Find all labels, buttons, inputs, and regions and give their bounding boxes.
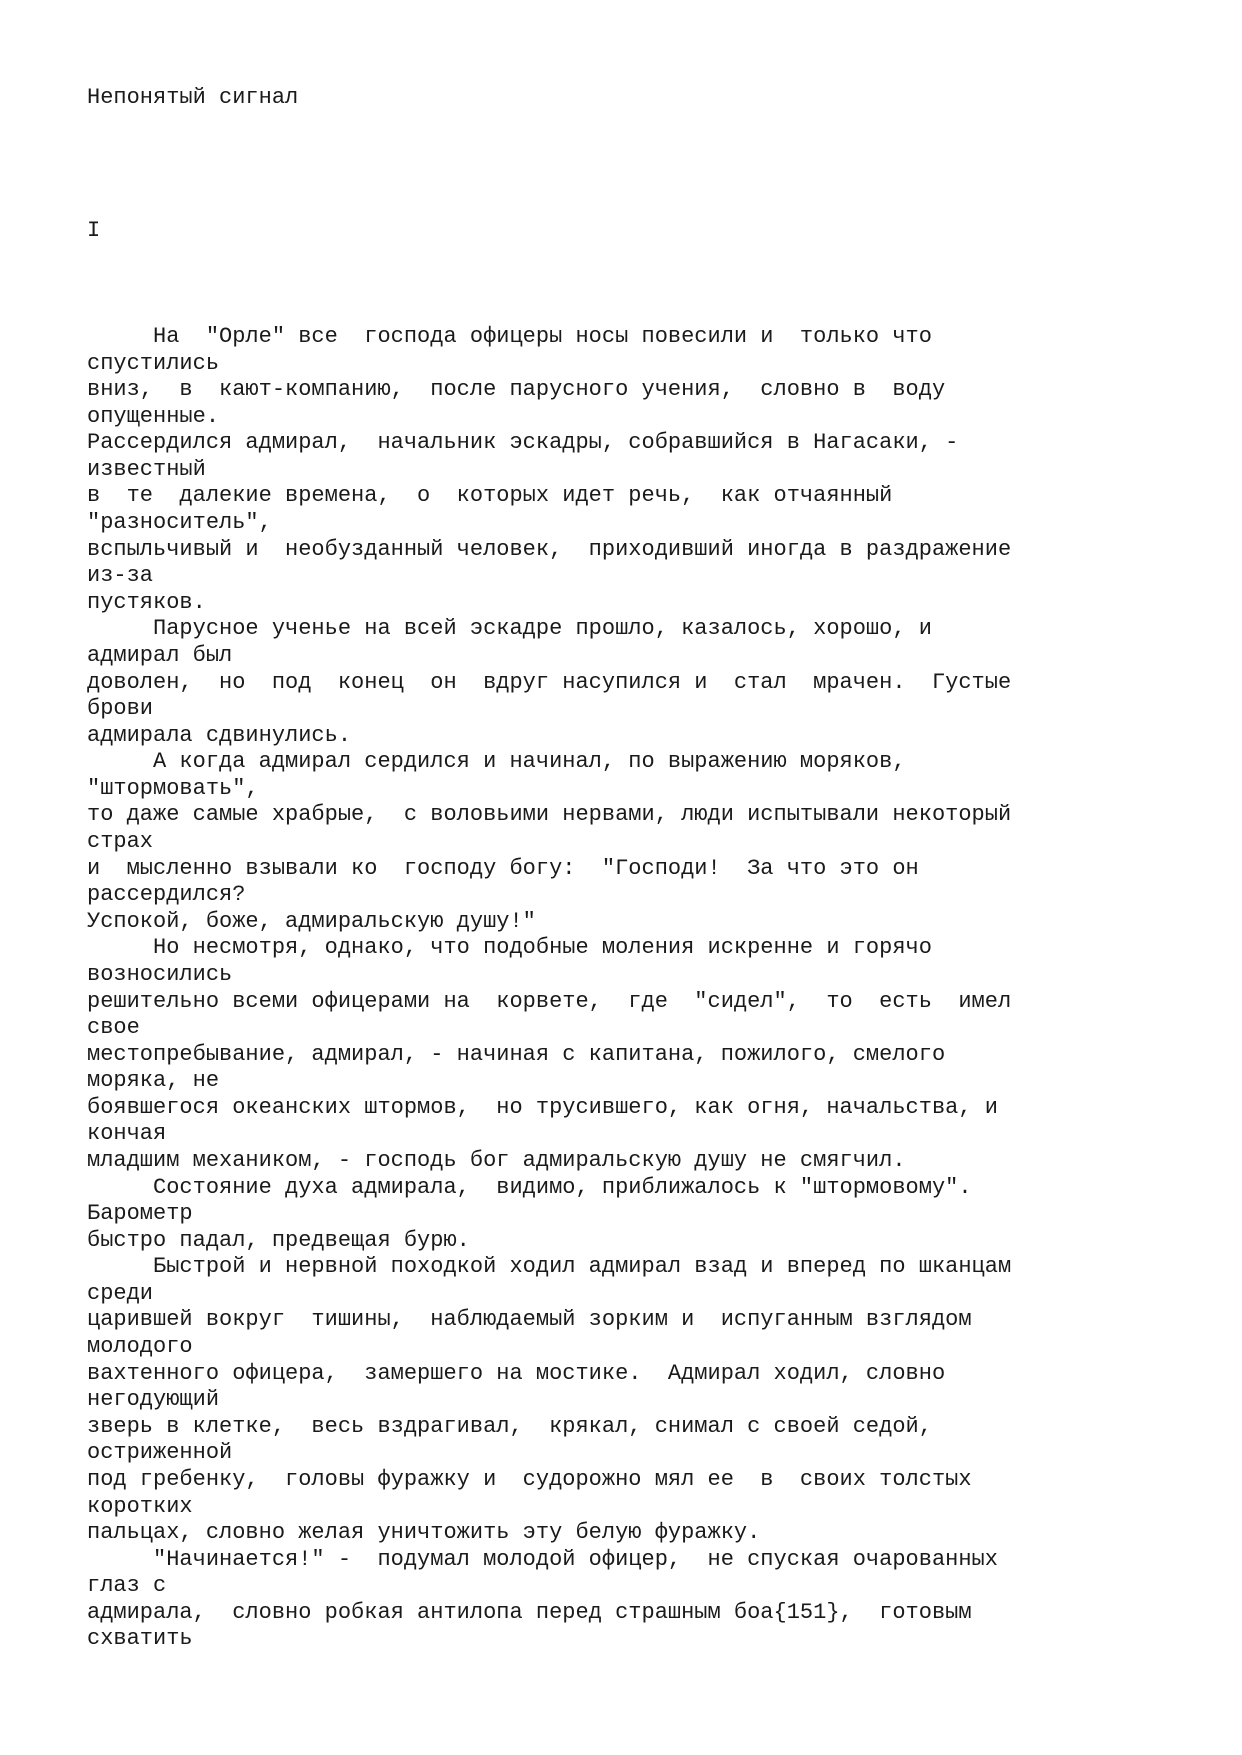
- text-line: решительно всеми офицерами на корвете, где "сидел", то есть имел: [87, 989, 1012, 1014]
- text-line: адмирала, словно робкая антилопа перед страшным боа{151}, готовым: [87, 1600, 972, 1625]
- text-line: боявшегося океанских штормов, но трусившего, как огня, начальства, и: [87, 1095, 998, 1120]
- text-line: молодого: [87, 1334, 193, 1359]
- text-line: Но несмотря, однако, что подобные моления искренне и горячо: [87, 935, 932, 960]
- text-line: то даже самые храбрые, с воловьими нервами, люди испытывали некоторый: [87, 802, 1012, 827]
- text-line: Барометр: [87, 1201, 193, 1226]
- text-line: Состояние духа адмирала, видимо, приближалось к "штормовому".: [87, 1175, 972, 1200]
- text-line: кончая: [87, 1121, 167, 1146]
- text-line: зверь в клетке, весь вздрагивал, крякал, снимал с своей седой,: [87, 1414, 932, 1439]
- text-line: "разноситель",: [87, 510, 272, 535]
- text-line: "штормовать",: [87, 776, 259, 801]
- text-line: А когда адмирал сердился и начинал, по выражению моряков,: [87, 749, 906, 774]
- text-line: "Начинается!" - подумал молодой офицер, не спуская очарованных: [87, 1547, 998, 1572]
- text-line: вниз, в кают-компанию, после парусного учения, словно в воду: [87, 377, 946, 402]
- text-line: быстро падал, предвещая бурю.: [87, 1228, 470, 1253]
- text-line: опущенные.: [87, 404, 220, 429]
- text-line: коротких: [87, 1494, 193, 1519]
- text-line: негодующий: [87, 1387, 220, 1412]
- text-line: адмирала сдвинулись.: [87, 723, 352, 748]
- text-line: страх: [87, 829, 154, 854]
- text-line: Быстрой и нервной походкой ходил адмирал взад и вперед по шканцам: [87, 1254, 1012, 1279]
- text-line: в те далекие времена, о которых идет речь, как отчаянный: [87, 483, 893, 508]
- text-line: пустяков.: [87, 590, 206, 615]
- text-line: и мысленно взывали ко господу богу: "Господи! За что это он: [87, 856, 919, 881]
- text-line: Успокой, боже, адмиральскую душу!": [87, 909, 536, 934]
- text-line: вспыльчивый и необузданный человек, приходивший иногда в раздражение: [87, 537, 1012, 562]
- text-line: доволен, но под конец он вдруг насупился и стал мрачен. Густые: [87, 670, 1012, 695]
- text-line: остриженной: [87, 1440, 233, 1465]
- chapter-heading: I: [87, 218, 101, 243]
- text-line: адмирал был: [87, 643, 233, 668]
- text-line: свое: [87, 1015, 140, 1040]
- text-line: из-за: [87, 563, 154, 588]
- text-line: спустились: [87, 351, 220, 376]
- text-line: рассердился?: [87, 882, 246, 907]
- text-line: местопребывание, адмирал, - начиная с капитана, пожилого, смелого: [87, 1042, 946, 1067]
- document-title: Непонятый сигнал: [87, 85, 299, 110]
- text-line: моряка, не: [87, 1068, 220, 1093]
- text-line: под гребенку, головы фуражку и судорожно мял ее в своих толстых: [87, 1467, 972, 1492]
- text-line: возносились: [87, 962, 233, 987]
- text-line: вахтенного офицера, замершего на мостике. Адмирал ходил, словно: [87, 1361, 946, 1386]
- text-line: среди: [87, 1281, 154, 1306]
- text-line: брови: [87, 696, 154, 721]
- text-line: царившей вокруг тишины, наблюдаемый зорким и испуганным взглядом: [87, 1307, 972, 1332]
- text-line: глаз с: [87, 1573, 167, 1598]
- text-line: младшим механиком, - господь бог адмиральскую душу не смягчил.: [87, 1148, 906, 1173]
- text-line: Рассердился адмирал, начальник эскадры, собравшийся в Нагасаки, -: [87, 430, 959, 455]
- text-line: известный: [87, 457, 206, 482]
- text-line: Парусное ученье на всей эскадре прошло, казалось, хорошо, и: [87, 616, 932, 641]
- text-line: схватить: [87, 1626, 193, 1651]
- text-line: На "Орле" все господа офицеры носы повесили и только что: [87, 324, 932, 349]
- text-line: пальцах, словно желая уничтожить эту белую фуражку.: [87, 1520, 761, 1545]
